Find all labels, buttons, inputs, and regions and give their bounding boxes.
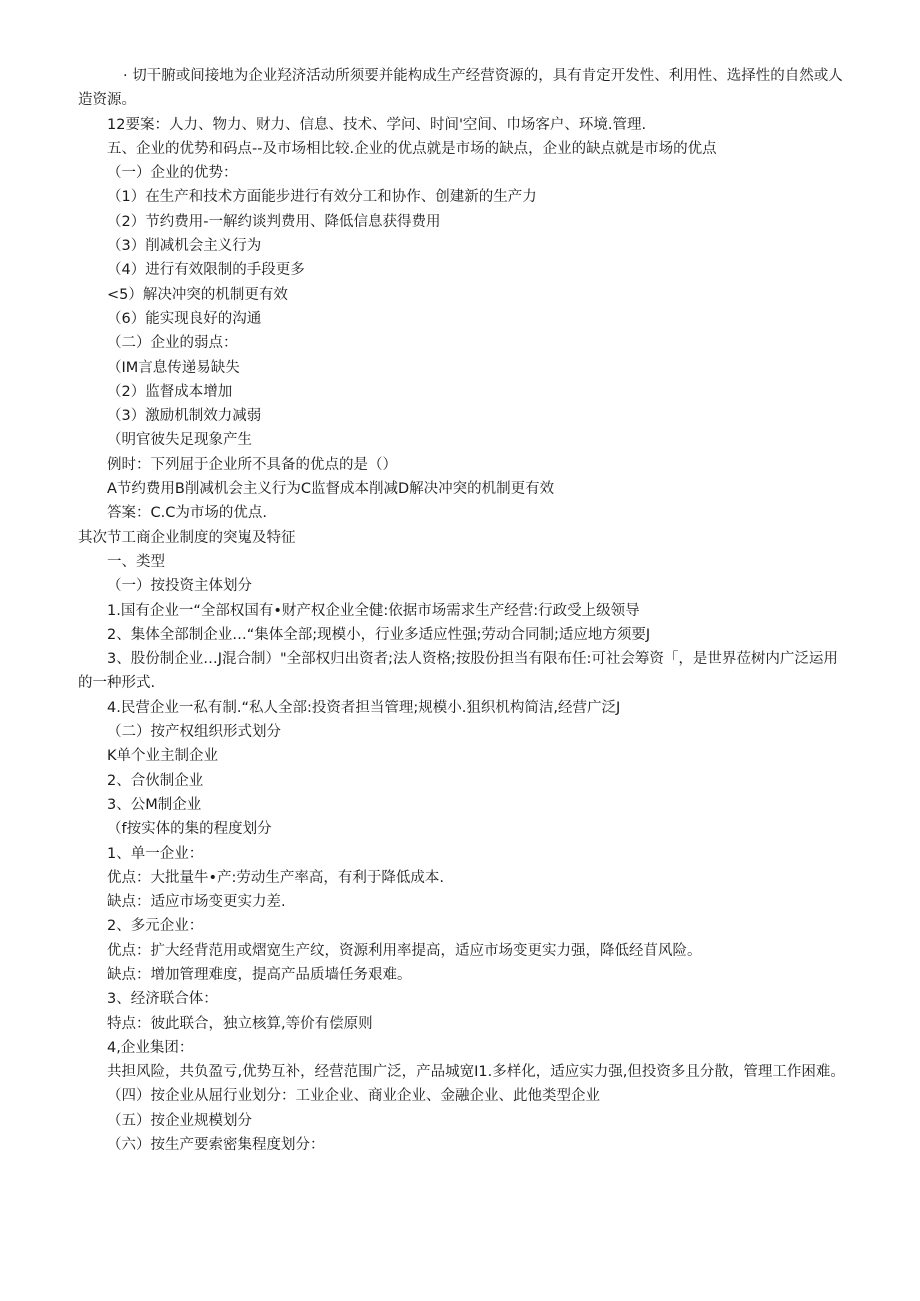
section-heading-strengths-weaknesses: 五、企业的优势和码点--及市场相比较.企业的优点就是市场的缺点，企业的缺点就是市场的优点 — [107, 140, 717, 157]
list-item: （1）在生产和技术方面能步进行有效分工和协作、创建新的生产力 — [107, 189, 537, 206]
list-item: 特点：彼此联合，独立核算,等价有偿原则 — [107, 1015, 373, 1032]
list-item: （3）削减机会主义行为 — [107, 238, 262, 255]
list-item: 共担风险，共负盈亏,优势互补，经营范围广泛，产品城宽I1.多样化，适应实力强,但投资多且分散，管理工作困难。 — [107, 1064, 845, 1081]
paragraph-resource-definition: · 切干腑或间接地为企业羟济活动所须要并能构成生产经营资源的，具有肯定开发性、利用性、选择性的自然或人造资源。 — [78, 68, 843, 109]
list-item: 4.民营企业一私有制.“私人全部:投资者担当管理;规模小.狙织机构简洁,经营广泛J — [107, 699, 621, 716]
list-item: 3、经济联合体： — [107, 991, 218, 1008]
heading-types: 一、类型 — [107, 553, 165, 570]
subheading-by-investor: （一）按投资主体划分 — [107, 578, 252, 595]
list-item: <5）解决冲突的机制更有效 — [107, 286, 288, 303]
list-item: （2）节约费用-一解约谈判费用、降低信息获得费用 — [107, 213, 441, 230]
list-item: 4,企业集团： — [107, 1039, 194, 1056]
subheading-by-concentration: （f按实体的集的程度划分 — [107, 821, 272, 838]
subheading-by-scale: （五）按企业规模划分 — [107, 1112, 252, 1129]
section-title-enterprise-system: 其次节工商企业制度的突嵬及特征 — [78, 529, 296, 546]
list-item: 2、多元企业： — [107, 918, 204, 935]
list-item: 3、公M制企业 — [107, 796, 202, 813]
list-item: 2、合伙制企业 — [107, 772, 204, 789]
list-item: 1、单一企业： — [107, 845, 204, 862]
example-answer: 答案：C.C为市场的优点. — [107, 505, 267, 522]
list-item: 1.国有企业一“全部权国有•财产权企业全健:依据市场需求生产经营:行政受上级领导 — [107, 602, 640, 619]
subheading-by-factor-intensity: （六）按生产要索密集程度划分： — [107, 1137, 325, 1154]
paragraph-resource-elements: 12要案：人力、物力、财力、信息、技术、学问、时间'空间、巾场客户、环境.管理. — [107, 116, 647, 133]
subheading-strengths: （一）企业的优势： — [107, 165, 238, 182]
subheading-by-industry: （四）按企业从屈行业划分：工业企业、商业企业、金融企业、此他类型企业 — [107, 1088, 600, 1105]
list-item: 缺点：增加管理难度，提高产品质墙任务艰难。 — [107, 966, 412, 983]
document-page — [78, 64, 848, 1157]
example-question: 例时：下列屈于企业所不具备的优点的是（） — [107, 456, 397, 473]
list-item: 优点：扩大经背范用或熠宽生产纹，资源利用率提高，适应市场变更实力强，降低经苜风险。 — [107, 942, 702, 959]
list-item: 优点：大批量牛•产:劳动生产率高，有利于降低成本. — [107, 869, 445, 886]
list-item: （2）监督成本增加 — [107, 383, 233, 400]
list-item: 缺点：适应市场变更实力差. — [107, 894, 286, 911]
subheading-by-property-rights: （二）按产权组织形式划分 — [107, 724, 281, 741]
example-options: A节约费用B削减机会主义行为C监督成本削减D解决冲突的机制更有效 — [107, 481, 555, 498]
list-item: （3）激励机制效力减弱 — [107, 408, 262, 425]
list-item: 3、股份制企业…J混合制）"全部权归出资者;法人资格;按股份担当有限布任:可社会筹资「，是世界莅树内广泛运用的一种形式. — [78, 651, 838, 692]
list-item: 2、集体全部制企业…“集体全部;现模小，行业多适应性强;劳动合同制;适应地方须要J — [107, 626, 651, 643]
list-item: K单个业主制企业 — [107, 748, 219, 765]
list-item: （IM言息传递易缺失 — [107, 359, 240, 376]
list-item: （6）能实现良好的沟通 — [107, 310, 262, 327]
list-item: （4）进行有效限制的手段更多 — [107, 262, 305, 279]
subheading-weaknesses: （二）企业的弱点： — [107, 335, 238, 352]
list-item: （明官彼失足现象产生 — [107, 432, 252, 449]
